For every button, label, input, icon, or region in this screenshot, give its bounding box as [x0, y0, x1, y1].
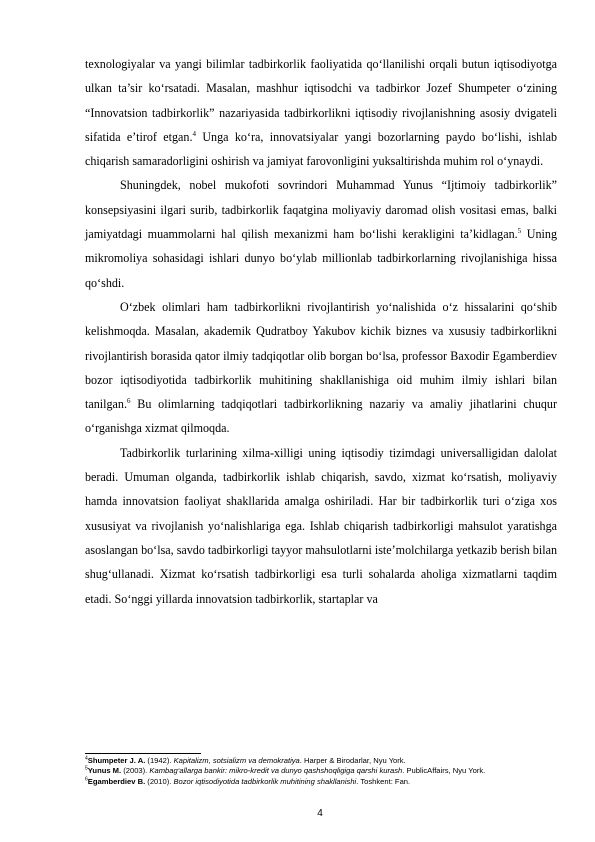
footnote-divider	[85, 753, 201, 754]
footnote-ref[interactable]: 4	[192, 129, 196, 138]
footnotes	[85, 756, 557, 787]
paragraph: O‘zbek olimlari ham tadbirkorlikni rivojlantirish yo‘nalishida o‘z hissalarini qo‘shib kelishmoqda. Masalan, akademik Qudratboy Yakubov kichik biznes va xususiy tadbirkorlikni rivojlantirish borasida qator ilmiy tadqiqotlar olib borgan bo‘lsa, professor Baxodir Egamberdiev bozor iqtisodiyotida tadbirkorlik muhitining shakllanishiga oid muhim ilmiy ishlari bilan tanilgan.$^6$ Bu olimlarning tadqiqotlari tadbirkorlikning nazariy va amaliy jihatlarini chuqur o‘rganishga xizmat qilmoqda.	[85, 299, 557, 436]
footnote-title: Kambag‘allarga bankir: mikro-kredit va dunyo qashshoqligiga qarshi kurash	[149, 766, 403, 776]
page-number: 4	[317, 808, 323, 819]
footnote-ref[interactable]: 5	[517, 227, 522, 236]
footnote-author: Yunus M.	[87, 766, 122, 776]
paragraph: Shuningdek, nobel mukofoti sovrindori Muhammad Yunus “Ijtimoiy tadbirkorlik” konsepsiyasini ilgari surib, tadbirkorlik faqatgina moliyaviy daromad olish vositasi emas, balki jamiyatdagi muammolarni hal qilish mexanizmi ham bo‘lishi kerakligini ta’kidlagan.$^5$ Uning mikromoliya sohasidagi ishlari dunyo bo‘ylab millionlab tadbirkorlarning rivojlanishiga hissa qo‘shdi.	[85, 178, 557, 290]
footnote-number: 4	[85, 755, 88, 762]
body-text	[85, 52, 557, 611]
footnote-author: Egamberdiev B.	[87, 776, 146, 786]
footnote-title: Kapitalizm, sotsializm va demokratiya	[173, 756, 300, 765]
paragraph: Tadbirkorlik turlarining xilma-xilligi uning iqtisodiy tizimdagi universalligidan dalolat beradi. Umuman olganda, tadbirkorlik ishlab chiqarish, savdo, xizmat ko‘rsatish, moliyaviy hamda innovatsion faoliyat shakllarida amalga oshiriladi. Har bir tadbirkorlik turi o‘ziga xos xususiyat va rivojlanish yo‘nalishlariga ega. Ishlab chiqarish tadbirkorligi mahsulot yaratishga asoslangan bo‘lsa, savdo tadbirkorligi tayyor mahsulotlarni iste’molchilarga yetkazib berish bilan shug‘ullanadi. Xizmat ko‘rsatish tadbirkorligi esa turli sohalarda aholiga xizmatlarni taqdim etadi. So‘nggi yillarda innovatsion tadbirkorlik, startaplar va	[85, 445, 557, 606]
footnote-number: 5	[85, 765, 88, 772]
footnote: $^6$Egamberdiev B. (2010). Bozor iqtisodiyotida tadbirkorlik muhitining shakllanishi. Toshkent: Fan.	[85, 776, 411, 786]
paragraph: texnologiyalar va yangi bilimlar tadbirkorlik faoliyatida qo‘llanilishi orqali butun iqtisodiyotga ulkan ta’sir ko‘rsatadi. Masalan, mashhur iqtisodchi va tadbirkor Jozef Shumpeter o‘zining “Innovatsion tadbirkorlik” nazariyasida tadbirkorlikni iqtisodiy rivojlanishning asosiy dvigateli sifatida e’tirof etgan.$^4$ Unga ko‘ra, innovatsiyalar yangi bozorlarning paydo bo‘lishi, ishlab chiqarish samaradorligini oshirish va jamiyat farovonligini yuksaltirishda muhim rol o‘ynaydi.	[85, 57, 557, 169]
footnote-author: Shumpeter J. A.	[87, 756, 146, 765]
footnote: $^5$Yunus M. (2003). Kambag‘allarga bankir: mikro-kredit va dunyo qashshoqligiga qarshi kurash. PublicAffairs, Nyu York.	[85, 765, 486, 776]
footnote-number: 6	[85, 776, 88, 783]
footnote-ref[interactable]: 6	[126, 397, 131, 406]
footnote-title: Bozor iqtisodiyotida tadbirkorlik muhitining shakllanishi	[173, 776, 357, 786]
footnote: $^4$Shumpeter J. A. (1942). Kapitalizm, sotsializm va demokratiya. Harper & Birodarlar, Nyu York.	[85, 755, 406, 765]
